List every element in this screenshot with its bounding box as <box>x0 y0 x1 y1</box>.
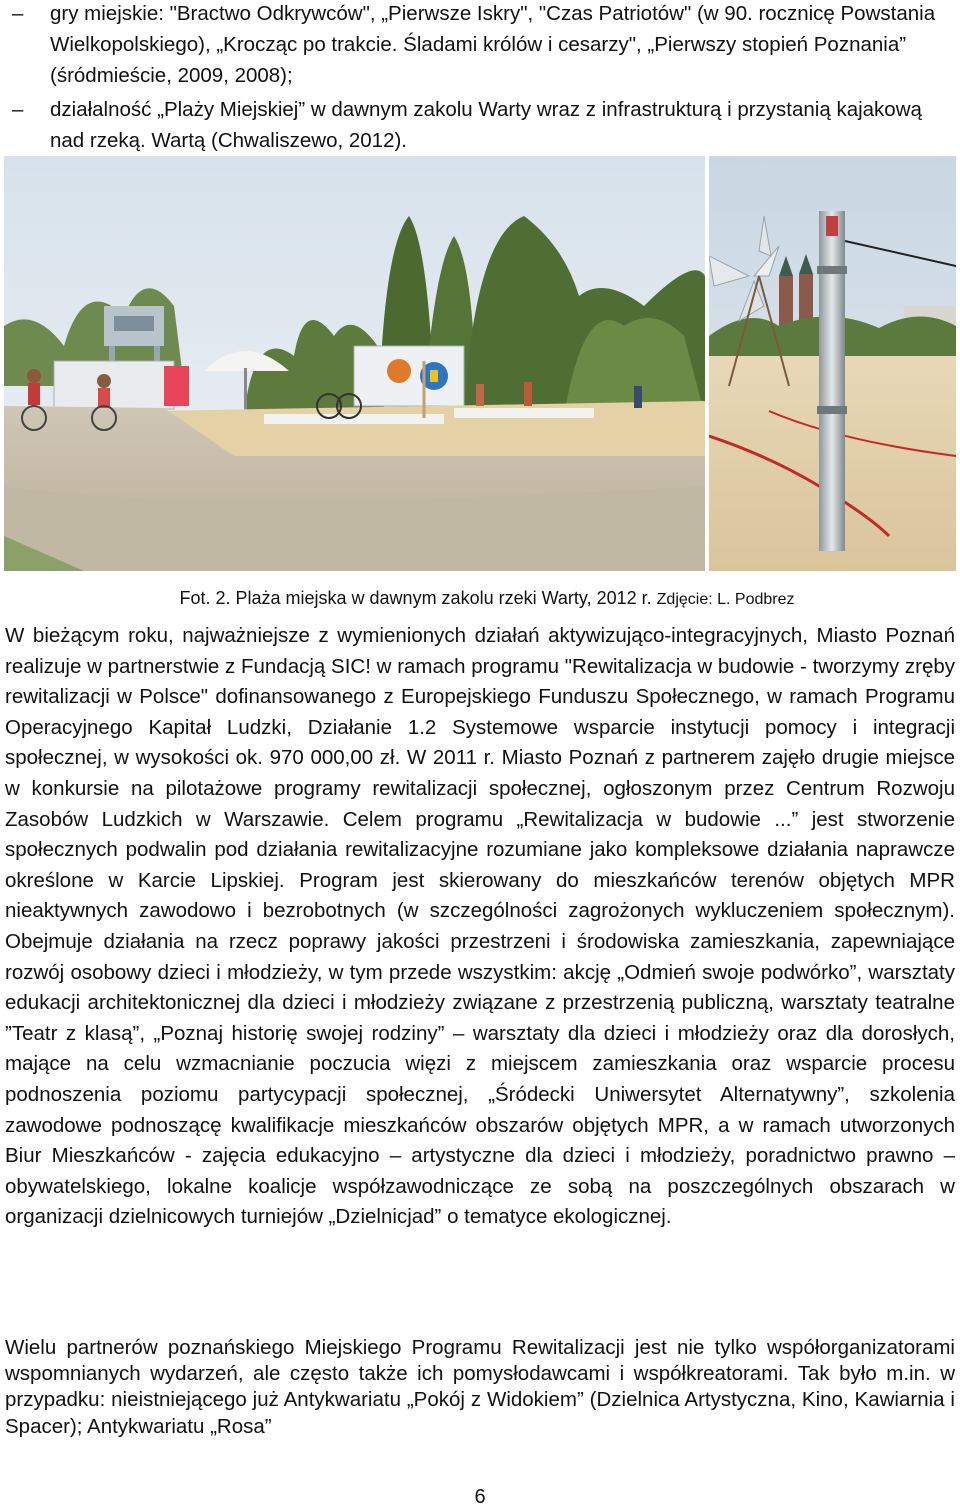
paragraph: W bieżącym roku, najważniejsze z wymienionych działań aktywizująco-integracyjnych, Miasto Poznań realizuje w partnerstwie z Fundacją SIC! w ramach programu "Rewitalizacja w budowie - tworzymy zręby rewitalizacji w Polsce" dofinansowanego z Europejskiego Funduszu Społecznego, w ramach Programu Operacyjnego Kapitał Ludzki, Działanie 1.2 Systemowe wsparcie instytucji pomocy i integracji społecznej, w wysokości ok. 970 000,00 zł. W 2011 r. Miasto Poznań z partnerem zajęło drugie miejsce w konkursie na pilotażowe programy rewitalizacji społecznej, ogłoszonym przez Centrum Rozwoju Zasobów Ludzkich w Warszawie. Celem programu „Rewitalizacja w budowie ...” jest stworzenie społecznych podwalin pod działania rewitalizacyjne rozumiane jako kompleksowe działania naprawcze określone w Karcie Lipskiej. Program jest skierowany do mieszkańców terenów objętych MPR nieaktywnych zawodowo i bezrobotnych (w szczególności zagrożonych wykluczeniem społecznym). Obejmuje działania na rzecz poprawy jakości przestrzeni i środowiska zamieszkania, zapewniające rozwój osobowy dzieci i młodzieży, w tym przede wszystkim: akcję „Odmień swoje podwórko”, warsztaty edukacji architektonicznej dla dzieci i młodzieży związane z przestrzenią publiczną, warsztaty teatralne ”Teatr z klasą”, „Poznaj historię swojej rodziny” – warsztaty dla dzieci i młodzieży oraz dla dorosłych, mające na celu wzmacnianie poczucia więzi z miejscem zamieszkania oraz wsparcie procesu podnoszenia poziomu partycypacji społecznej, „Śródecki Uniwersytet Alternatywny”, szkolenia zawodowe podnoszącę kwalifikacje mieszkańców obszarów objętych MPR, a w ramach utworzonych Biur Mieszkańców - zajęcia edukacyjno – artystyczne dla dzieci i młodzieży, poradnictwo prawno – obywatelskiego, lokalne koalicje współzawodniczące ze sobą na poszczególnych obszarach w organizacji dzielnicowych turniejów „Dzielnicjad” o tematyce ekologicznej. <box>5 624 955 1229</box>
beach-photo <box>4 156 705 571</box>
photo-pair <box>4 156 956 571</box>
bullet-dash: – <box>12 98 24 121</box>
photo-caption <box>0 586 960 612</box>
paragraph: Wielu partnerów poznańskiego Miejskiego Programu Rewitalizacji jest nie tylko współorganizatorami wspomnianych wydarzeń, ale często także ich pomysłodawcami i współkreatorami. Tak było m.in. w przypadku: nieistniejącego już Antykwariatu „Pokój z Widokiem” (Dzielnica Artystyczna, Kino, Kawiarnia i Spacer); Antykwariatu „Rosa” <box>5 1336 955 1438</box>
bullet-list <box>0 0 960 156</box>
list-item <box>0 94 960 156</box>
caption-credit: Zdjęcie: L. Podbrez <box>656 591 795 608</box>
caption-text: Fot. 2. Plaża miejska w dawnym zakolu rzeki Warty, 2012 r. <box>179 588 652 608</box>
page-number: 6 <box>474 1486 486 1508</box>
bullet-text: działalność „Plaży Miejskiej” w dawnym zakolu Warty wraz z infrastrukturą i przystanią kajakową nad rzeką. Wartą (Chwaliszewo, 2012). <box>50 98 922 152</box>
bullet-dash: – <box>12 2 24 25</box>
bullet-text: gry miejskie: "Bractwo Odkrywców", „Pierwsze Iskry", "Czas Patriotów" (w 90. rocznicę Powstania Wielkopolskiego), „Krocząc po trakcie. Śladami królów i cesarzy", „Pierwszy stopień Poznania” (śródmieście, 2009, 2008); <box>50 2 936 87</box>
list-item <box>0 0 960 91</box>
volleyball-photo <box>709 156 956 571</box>
